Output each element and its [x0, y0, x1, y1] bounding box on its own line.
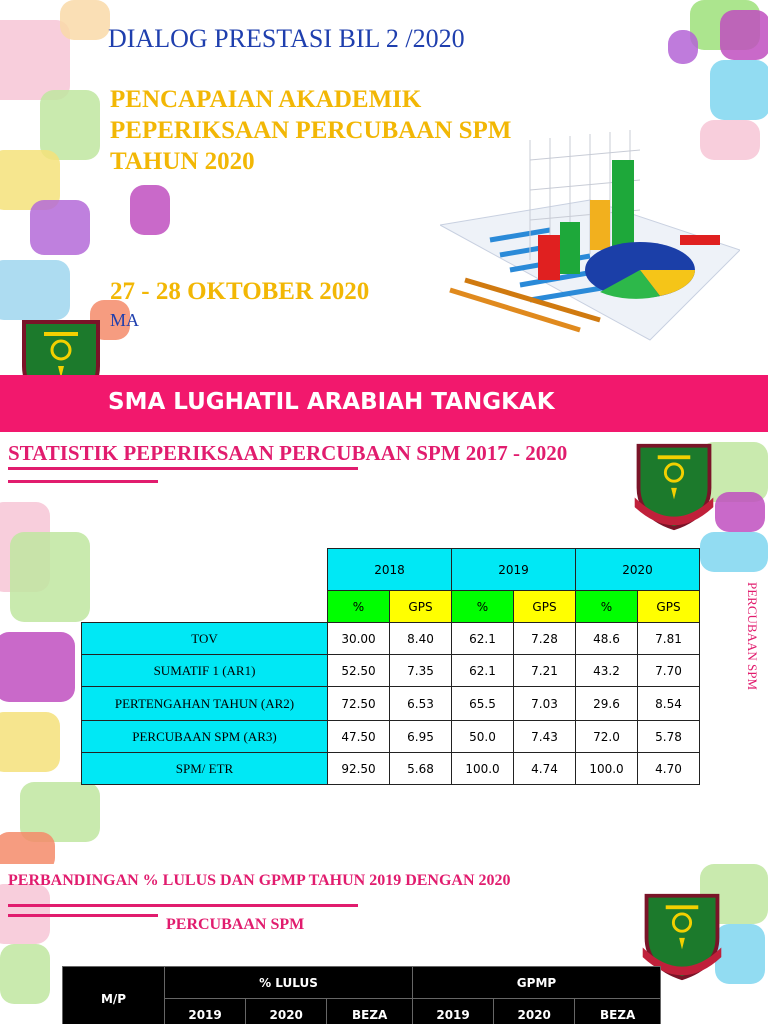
- table-cell: 4.74: [514, 753, 576, 785]
- metric-header: GPS: [638, 591, 700, 623]
- table-cell: 5.78: [638, 721, 700, 753]
- table-cell: 6.53: [390, 687, 452, 721]
- sub-header: BEZA: [575, 999, 661, 1024]
- metric-header: GPS: [390, 591, 452, 623]
- sub-header: 2019: [413, 999, 494, 1024]
- table-cell: 47.50: [328, 721, 390, 753]
- table-cell: 7.81: [638, 623, 700, 655]
- chart-illustration: [440, 130, 740, 350]
- table-row: [82, 687, 700, 721]
- table-cell: 7.70: [638, 655, 700, 687]
- table-cell: 92.50: [328, 753, 390, 785]
- side-label: PERCUBAAN SPM: [745, 582, 760, 691]
- subheading-line: PEPERIKSAAN PERCUBAAN SPM: [110, 117, 512, 144]
- group-header-row: [63, 967, 661, 999]
- row-label: PERCUBAAN SPM (AR3): [82, 721, 328, 753]
- school-crest-logo: [632, 440, 716, 532]
- metric-header-row: [82, 591, 700, 623]
- comparison-slide: [0, 864, 768, 1024]
- row-label: SPM/ ETR: [82, 753, 328, 785]
- table-cell: 29.6: [576, 687, 638, 721]
- sub-header: 2019: [165, 999, 246, 1024]
- metric-header: %: [452, 591, 514, 623]
- table-cell: 100.0: [452, 753, 514, 785]
- table-cell: 48.6: [576, 623, 638, 655]
- title-slide: [0, 0, 768, 432]
- title-underline: [8, 904, 358, 907]
- table-row: [82, 623, 700, 655]
- year-header: 2020: [576, 549, 700, 591]
- table-cell: 7.21: [514, 655, 576, 687]
- year-header: 2018: [328, 549, 452, 591]
- statistics-table: [81, 548, 700, 785]
- row-label: TOV: [82, 623, 328, 655]
- row-label: SUMATIF 1 (AR1): [82, 655, 328, 687]
- school-name: SMA LUGHATIL ARABIAH TANGKAK: [108, 389, 555, 415]
- table-row: [82, 753, 700, 785]
- table-cell: 7.28: [514, 623, 576, 655]
- table-cell: 100.0: [576, 753, 638, 785]
- table-cell: 72.0: [576, 721, 638, 753]
- table-cell: 6.95: [390, 721, 452, 753]
- table-cell: 30.00: [328, 623, 390, 655]
- table-cell: 7.03: [514, 687, 576, 721]
- title-underline: [8, 914, 158, 917]
- sub-header: 2020: [494, 999, 575, 1024]
- statistics-slide: [0, 432, 768, 864]
- event-date: 27 - 28 OKTOBER 2020: [110, 278, 370, 305]
- table-cell: 50.0: [452, 721, 514, 753]
- table-cell: 52.50: [328, 655, 390, 687]
- year-header-row: [82, 549, 700, 591]
- group-header: GPMP: [413, 967, 661, 999]
- subheading-line: TAHUN 2020: [110, 148, 255, 175]
- sub-header: 2020: [246, 999, 327, 1024]
- title-underline: [8, 467, 358, 470]
- subheading-line: PENCAPAIAN AKADEMIK: [110, 86, 422, 113]
- statistics-title: STATISTIK PEPERIKSAAN PERCUBAAN SPM 2017 - 2020: [8, 441, 568, 465]
- table-cell: 8.54: [638, 687, 700, 721]
- metric-header: GPS: [514, 591, 576, 623]
- school-name-banner: [0, 375, 768, 432]
- comparison-table: [62, 966, 661, 1024]
- row-label: PERTENGAHAN TAHUN (AR2): [82, 687, 328, 721]
- title-underline: [8, 480, 158, 483]
- comparison-subtitle: PERCUBAAN SPM: [166, 916, 305, 933]
- year-header: 2019: [452, 549, 576, 591]
- table-cell: 7.35: [390, 655, 452, 687]
- group-header: % LULUS: [165, 967, 413, 999]
- subject-header: M/P: [63, 967, 165, 1024]
- table-cell: 65.5: [452, 687, 514, 721]
- table-cell: 43.2: [576, 655, 638, 687]
- table-cell: 72.50: [328, 687, 390, 721]
- comparison-title: PERBANDINGAN % LULUS DAN GPMP TAHUN 2019 DENGAN 2020: [8, 872, 511, 889]
- table-cell: 5.68: [390, 753, 452, 785]
- sub-header: BEZA: [327, 999, 413, 1024]
- table-cell: 8.40: [390, 623, 452, 655]
- table-cell: 62.1: [452, 623, 514, 655]
- metric-header: %: [328, 591, 390, 623]
- table-row: [82, 655, 700, 687]
- presentation-heading: DIALOG PRESTASI BIL 2 /2020: [108, 24, 465, 53]
- table-cell: 4.70: [638, 753, 700, 785]
- event-date-subtext: MA: [110, 310, 140, 330]
- table-cell: 7.43: [514, 721, 576, 753]
- table-cell: 62.1: [452, 655, 514, 687]
- metric-header: %: [576, 591, 638, 623]
- table-row: [82, 721, 700, 753]
